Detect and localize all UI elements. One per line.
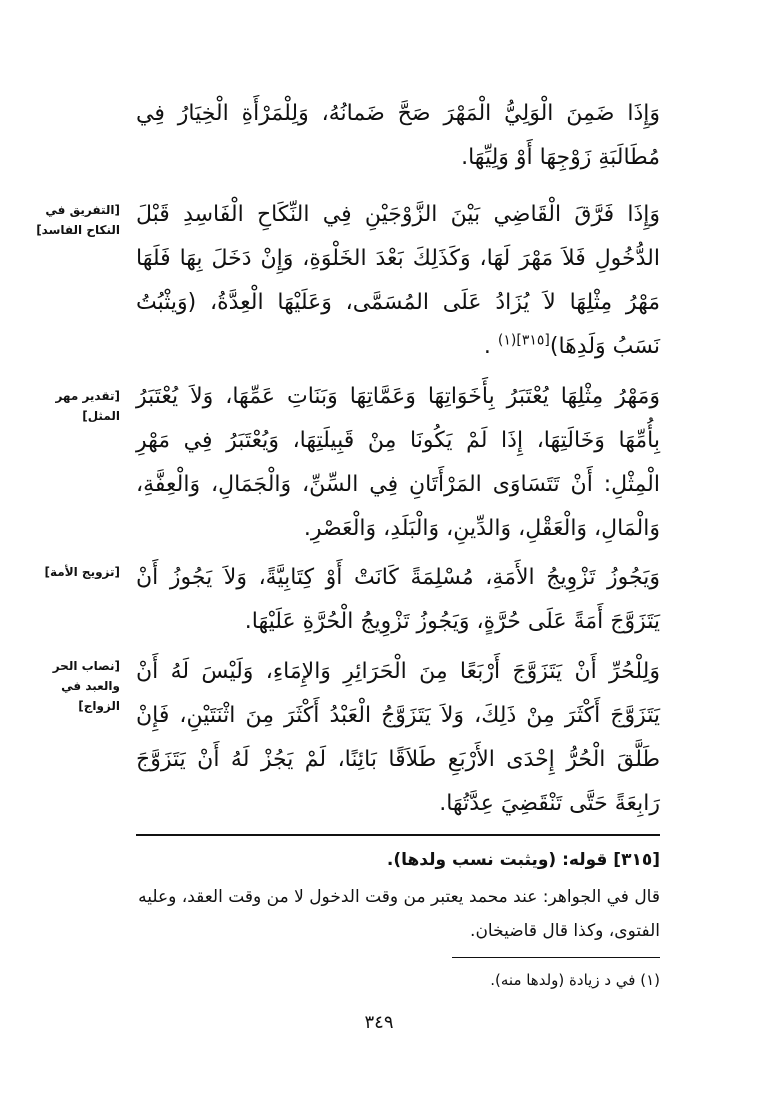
- main-paragraph: [136, 650, 660, 826]
- page-number: ٣٤٩: [364, 1012, 394, 1033]
- footnote: (١) في د زيادة (ولدها منه).: [490, 971, 660, 989]
- paragraph-text: وَيَجُوزُ تَزْوِيجُ الأَمَةِ، مُسْلِمَةً كَانَتْ أَوْ كِتَابِيَّةً، وَلاَ يَجُوزُ أَنْ يَتَزَوَّجَ أَمَةً عَلَى حُرَّةٍ، وَيَجُوزُ تَزْوِيجُ الْحُرَّةِ عَلَيْهَا.: [136, 565, 660, 634]
- commentary-heading: [٣١٥] قوله: (ويثبت نسب ولدها).: [386, 850, 660, 870]
- main-paragraph: [136, 92, 660, 180]
- paragraph-text: وَإِذَا ضَمِنَ الْوَلِيُّ الْمَهْرَ صَحَّ ضَمانُهُ، وَلِلْمَرْأَةِ الْخِيَارُ فِي مُطَالَبَةِ زَوْجِهَا أَوْ وَلِيِّهَا.: [136, 101, 660, 170]
- margin-heading: [تقدير مهر المثل]: [55, 389, 120, 423]
- main-paragraph: [136, 556, 660, 644]
- footnote-reference: [٣١٥](١): [497, 332, 550, 349]
- paragraph-text: وَمَهْرُ مِثْلِهَا يُعْتَبَرُ بِأَخَوَاتِهَا وَعَمَّاتِهَا وَبَنَاتِ عَمِّهَا، وَلاَ يُعْتَبَرُ بِأُمِّهَا وَخَالَتِهَا، إِذَا لَمْ يَكُونَا مِنْ قَبِيلَتِهَا، وَيُعْتَبَرُ فِي مَهْرِ الْمِثْلِ: أَنْ تَتَسَاوَى المَرْأَتَانِ فِي السِّنِّ، وَالْجَمَالِ، وَالْعِفَّةِ، وَالْمَالِ، وَالْعَقْلِ، وَالدِّينِ، وَالْبَلَدِ، وَالْعَصْرِ.: [136, 384, 660, 541]
- main-paragraph: وَإِذَا فَرَّقَ الْقَاضِي بَيْنَ الزَّوْجَيْنِ فِي النِّكَاحِ الْفَاسِدِ قَبْلَ الدُّخُولِ فَلاَ مَهْرَ لَهَا، وَكَذَلِكَ بَعْدَ الخَلْوَةِ، وَإِنْ دَخَلَ بِهَا فَلَهَا مَهْرُ مِثْلِهَا لاَ يُزَادُ عَلَى المُسَمَّى، وَعَلَيْهَا الْعِدَّةُ، (وَيثْبُتُ نَسَبُ وَلَدِهَا)$^{[٣١٥](١)}$ .: [136, 202, 660, 359]
- footnote-divider: [452, 957, 660, 958]
- commentary-body: قال في الجواهر: عند محمد يعتبر من وقت الدخول لا من وقت العقد، وعليه الفتوى، وكذا قال قاضيخان.: [138, 887, 660, 941]
- margin-heading: [تزويج الأمة]: [44, 565, 120, 579]
- commentary-divider: [136, 834, 660, 836]
- paragraph-text: وَلِلْحُرِّ أَنْ يَتَزَوَّجَ أَرْبَعًا مِنَ الْحَرَائِرِ وَالإِمَاءِ، وَلَيْسَ لَهُ أَنْ يَتَزَوَّجَ أَكْثَرَ مِنْ ذَلِكَ، وَلاَ يَتَزَوَّجُ الْعَبْدُ أَكْثَرَ مِنَ اثْنَتَيْنِ، فَإِنْ طَلَّقَ الْحُرُّ إِحْدَى الأَرْبَعِ طَلاَقًا بَائِنًا، لَمْ يَجُزْ لَهُ أَنْ يَتَزَوَّجَ رَابِعَةً حَتَّى تَنْقَضِيَ عِدَّتُهَا.: [136, 659, 660, 816]
- paragraph-text: وَإِذَا فَرَّقَ الْقَاضِي بَيْنَ الزَّوْجَيْنِ فِي النِّكَاحِ الْفَاسِدِ قَبْلَ الدُّخُولِ فَلاَ مَهْرَ لَهَا، وَكَذَلِكَ بَعْدَ الخَلْوَةِ، وَإِنْ دَخَلَ بِهَا فَلَهَا مَهْرُ مِثْلِهَا لاَ يُزَادُ عَلَى المُسَمَّى، وَعَلَيْهَا الْعِدَّةُ، (وَيثْبُتُ نَسَبُ وَلَدِهَا): [136, 202, 660, 359]
- main-paragraph: [136, 375, 660, 551]
- margin-heading: [التفريق في النكاح الفاسد]: [36, 203, 120, 237]
- margin-heading: [نصاب الحر والعبد في الزواج]: [52, 659, 120, 713]
